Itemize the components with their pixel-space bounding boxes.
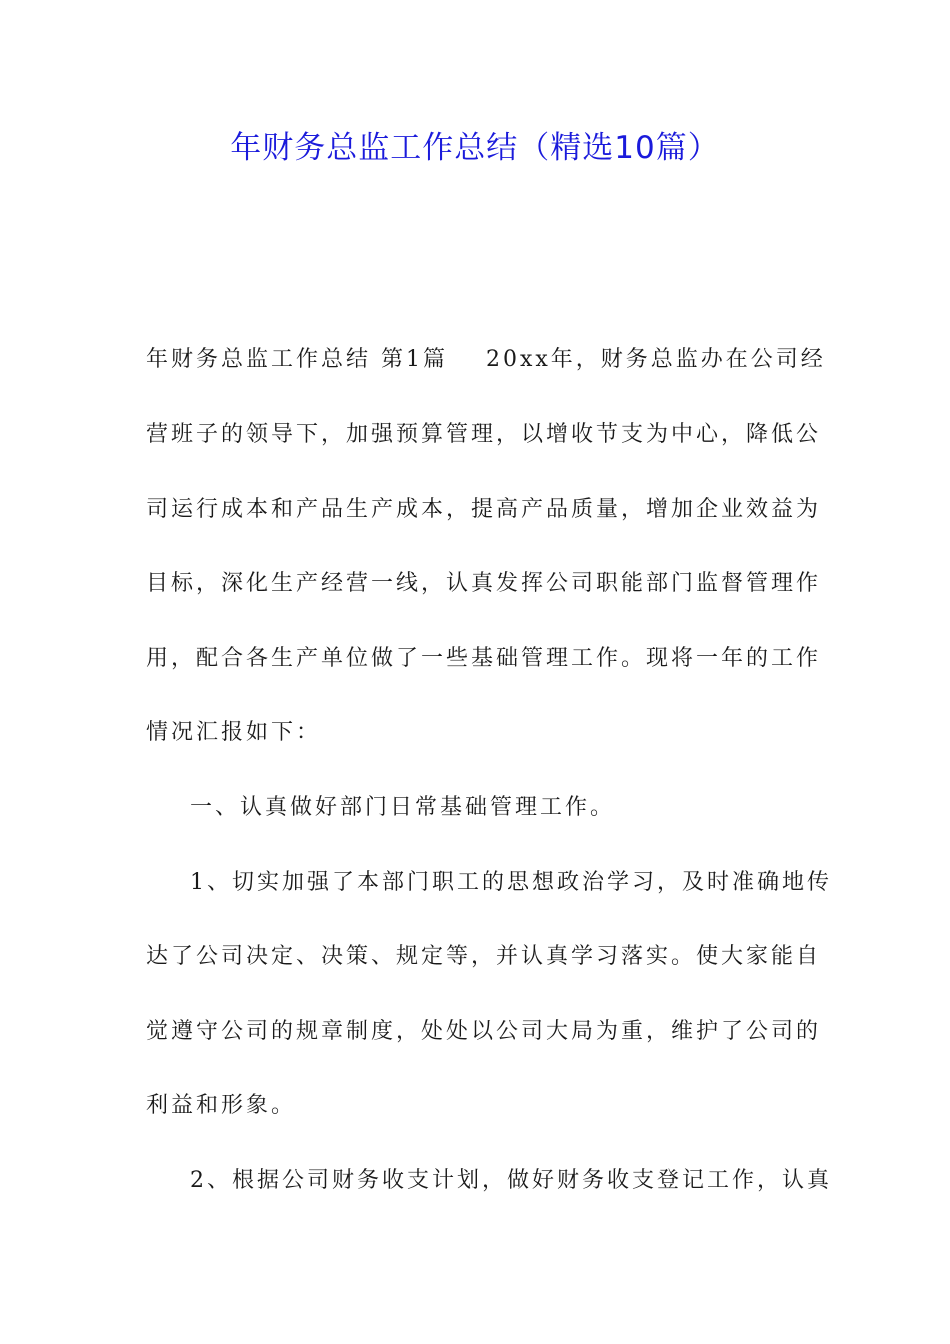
subheading: 一、认真做好部门日常基础管理工作。	[190, 795, 616, 820]
document-title: 年财务总监工作总结（精选10篇）	[230, 130, 720, 166]
paragraph-line: 情况汇报如下：	[146, 720, 322, 745]
paragraph-line: 用，配合各生产单位做了一些基础管理工作。现将一年的工作	[146, 646, 822, 671]
paragraph-line: 2、根据公司财务收支计划，做好财务收支登记工作，认真	[190, 1168, 832, 1193]
paragraph-line	[146, 345, 826, 375]
paragraph-text: 20xx年，财务总监办在公司经	[486, 347, 826, 372]
paragraph-line: 司运行成本和产品生产成本，提高产品质量，增加企业效益为	[146, 497, 822, 522]
paragraph-line: 利益和形象。	[146, 1093, 297, 1118]
paragraph-line: 觉遵守公司的规章制度，处处以公司大局为重，维护了公司的	[146, 1019, 822, 1044]
paragraph-line: 目标，深化生产经营一线，认真发挥公司职能部门监督管理作	[146, 571, 822, 596]
paragraph-line: 营班子的领导下，加强预算管理，以增收节支为中心，降低公	[146, 422, 822, 447]
section-heading: 年财务总监工作总结 第1篇	[146, 347, 448, 372]
paragraph-line: 达了公司决定、决策、规定等，并认真学习落实。使大家能自	[146, 944, 822, 969]
paragraph-line: 1、切实加强了本部门职工的思想政治学习，及时准确地传	[190, 870, 832, 895]
